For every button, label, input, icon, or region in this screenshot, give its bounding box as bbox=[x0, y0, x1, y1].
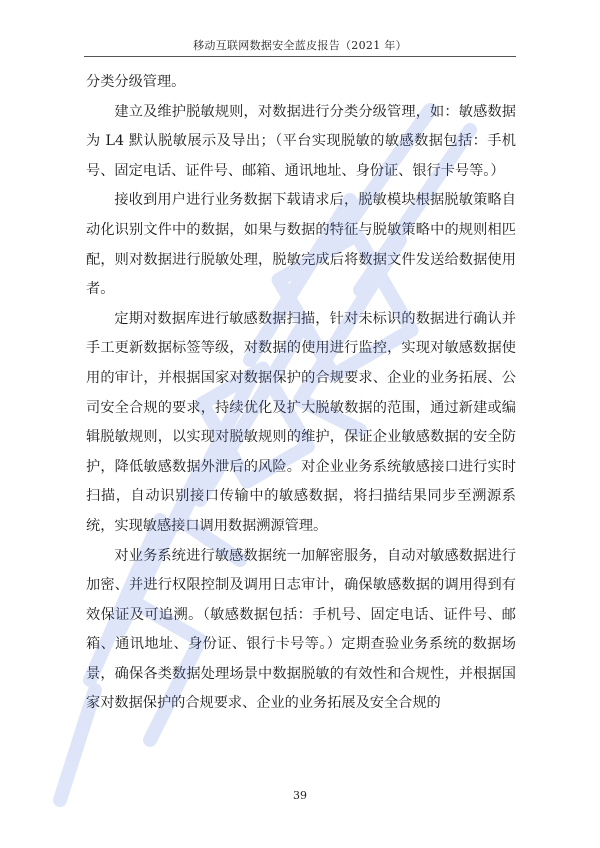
paragraph-encryption-service: 对业务系统进行敏感数据统一加解密服务，自动对敏感数据进行加密、并进行权限控制及调用日志审计，确保敏感数据的调用得到有效保证及可追溯。（敏感数据包括：手机号、固定电话、证件号、邮箱、通讯地址、身份证、银行卡号等。）定期查验业务系统的数据场景，确保各类数据处理场景中数据脱敏的有效性和合规性，并根据国家对数据保护的合规要求、企业的业务拓展及安全合规的 bbox=[86, 547, 516, 712]
running-header: 移动互联网数据安全蓝皮报告（2021 年） bbox=[193, 39, 407, 52]
paragraph-database-scan: 定期对数据库进行敏感数据扫描，针对未标识的数据进行确认并手工更新数据标签等级，对数据的使用进行监控，实现对敏感数据使用的审计，并根据国家对数据保护的合规要求、企业的业务拓展、公司安全合规的要求，持续优化及扩大脱敏数据的范围，通过新建或编辑脱敏规则，以实现对脱敏规则的维护，保证企业敏感数据的安全防护，降低敏感数据外泄后的风险。对企业业务系统敏感接口进行实时扫描，自动识别接口传输中的敏感数据，将扫描结果同步至溯源系统，实现敏感接口调用数据溯源管理。 bbox=[86, 310, 516, 534]
header-divider bbox=[84, 56, 516, 57]
body-text bbox=[86, 68, 516, 719]
paragraph-continuation: 分类分级管理。 bbox=[86, 74, 186, 90]
paragraph-desensitization-rules: 建立及维护脱敏规则，对数据进行分类分级管理，如：敏感数据为 L4 默认脱敏展示及导出；（平台实现脱敏的敏感数据包括：手机号、固定电话、证件号、邮箱、通讯地址、身份证、银行卡号等。） bbox=[86, 103, 516, 179]
page-number: 39 bbox=[293, 789, 307, 802]
paragraph-download-request: 接收到用户进行业务数据下载请求后，脱敏模块根据脱敏策略自动化识别文件中的数据，如果与数据的特征与脱敏策略中的规则相匹配，则对数据进行脱敏处理，脱敏完成后将数据文件发送给数据使用者。 bbox=[86, 192, 516, 298]
